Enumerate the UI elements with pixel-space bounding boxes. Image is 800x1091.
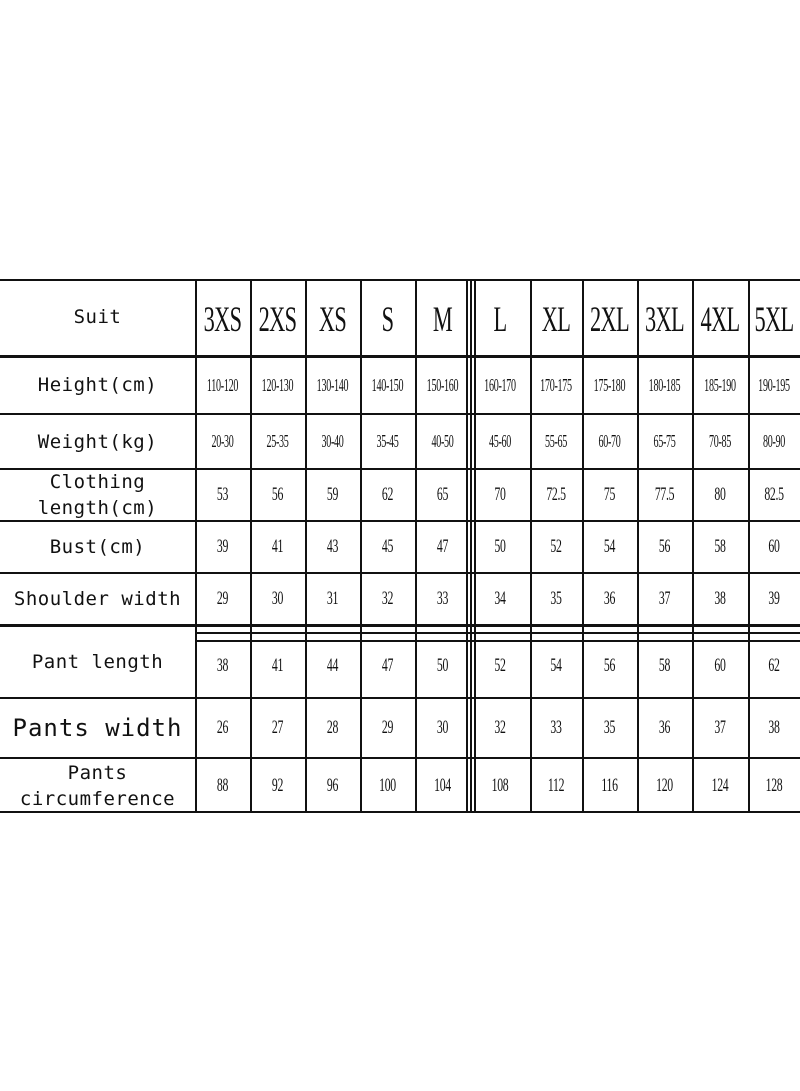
table-cell: 130-140 [316,374,349,395]
size-header: 3XS [203,299,242,339]
table-cell: 39 [768,588,780,609]
table-cell: 120-130 [261,374,294,395]
table-cell: 50 [494,536,506,557]
table-cell: 112 [547,775,565,796]
table-cell: 32 [381,588,394,609]
row-label: Clothing length(cm) [37,471,158,519]
table-cell: 35 [603,717,616,738]
row-label: Pant length [31,650,164,673]
table-cell: 35 [550,588,562,609]
table-cell: 37 [658,588,671,609]
table-cell: 47 [381,654,394,676]
row-label: Shoulder width [13,588,182,610]
table-cell: 29 [216,588,229,609]
table-cell: 54 [550,654,562,676]
table-cell: 29 [381,717,394,738]
row-label: Bust(cm) [49,536,146,558]
table-cell: 38 [714,588,726,609]
table-cell: 59 [326,484,339,505]
table-cell: 70 [494,484,506,505]
table-cell: 77.5 [654,484,675,505]
table-cell: 120 [656,775,673,796]
size-header: 4XL [700,299,740,339]
table-cell: 170-175 [540,374,572,395]
table-cell: 53 [216,484,229,505]
table-cell: 28 [326,717,339,738]
table-cell: 38 [216,654,229,676]
size-header: 3XL [644,299,685,339]
table-cell: 110-120 [206,374,239,395]
table-cell: 75 [603,484,616,505]
table-cell: 45 [381,536,394,557]
table-cell: 56 [658,536,671,557]
table-cell: 60-70 [598,431,621,451]
table-cell: 175-180 [593,374,626,395]
table-cell: 60 [768,536,780,557]
table-cell: 56 [603,654,616,676]
table-cell: 40-50 [431,431,454,451]
table-cell: 52 [494,654,506,676]
table-cell: 30-40 [321,431,344,451]
table-cell: 47 [436,536,449,557]
table-cell: 50 [436,654,449,676]
table-cell: 34 [494,588,506,609]
table-cell: 36 [658,717,671,738]
table-cell: 124 [711,775,729,796]
size-header: 2XL [589,299,630,339]
table-cell: 54 [603,536,616,557]
table-cell: 38 [768,717,780,738]
table-cell: 80-90 [762,431,786,451]
table-cell: 37 [714,717,726,738]
table-cell: 41 [271,654,284,676]
table-cell: 82.5 [764,484,784,505]
table-cell: 108 [491,775,509,796]
table-cell: 104 [434,775,451,796]
table-cell: 39 [216,536,229,557]
corner-label: Suit [73,306,122,328]
table-cell: 190-195 [758,374,790,395]
table-cell: 70-85 [708,431,732,451]
table-cell: 72.5 [546,484,566,505]
table-cell: 100 [379,775,396,796]
row-label: Height(cm) [37,374,158,396]
table-cell: 44 [326,654,339,676]
size-header: M [432,299,453,339]
table-cell: 150-160 [426,374,459,395]
table-cell: 116 [601,775,618,796]
row-label: Pants width [12,714,183,742]
size-chart-table [0,279,800,813]
table-cell: 43 [326,536,339,557]
row-label: Pants circumference [19,762,176,810]
table-cell: 58 [658,654,671,676]
table-cell: 62 [381,484,394,505]
table-cell: 65 [436,484,449,505]
table-cell: 41 [271,536,284,557]
table-cell: 88 [216,775,229,796]
table-cell: 80 [714,484,726,505]
size-header: 5XL [754,299,794,339]
table-cell: 128 [765,775,783,796]
table-cell: 32 [494,717,506,738]
table-cell: 52 [550,536,562,557]
table-cell: 35-45 [376,431,399,451]
size-header: XS [318,299,347,339]
column-divider [470,279,472,813]
table-cell: 62 [768,654,780,676]
table-cell: 30 [436,717,449,738]
table-cell: 65-75 [653,431,676,451]
table-cell: 185-190 [704,374,736,395]
table-cell: 92 [271,775,284,796]
table-cell: 20-30 [211,431,234,451]
table-cell: 33 [436,588,449,609]
table-cell: 140-150 [371,374,404,395]
table-cell: 30 [271,588,284,609]
table-cell: 26 [216,717,229,738]
table-cell: 96 [326,775,339,796]
size-header: S [381,299,394,339]
table-cell: 31 [326,588,339,609]
table-cell: 56 [271,484,284,505]
size-header: XL [541,299,571,339]
table-cell: 25-35 [266,431,289,451]
table-cell: 45-60 [488,431,512,451]
size-header: L [493,299,507,339]
table-cell: 55-65 [544,431,568,451]
table-cell: 33 [550,717,562,738]
table-cell: 160-170 [484,374,516,395]
table-cell: 27 [271,717,284,738]
table-cell: 58 [714,536,726,557]
row-label: Weight(kg) [37,430,158,453]
table-cell: 36 [603,588,616,609]
size-header: 2XS [258,299,297,339]
table-cell: 180-185 [648,374,681,395]
table-cell: 60 [714,654,726,676]
